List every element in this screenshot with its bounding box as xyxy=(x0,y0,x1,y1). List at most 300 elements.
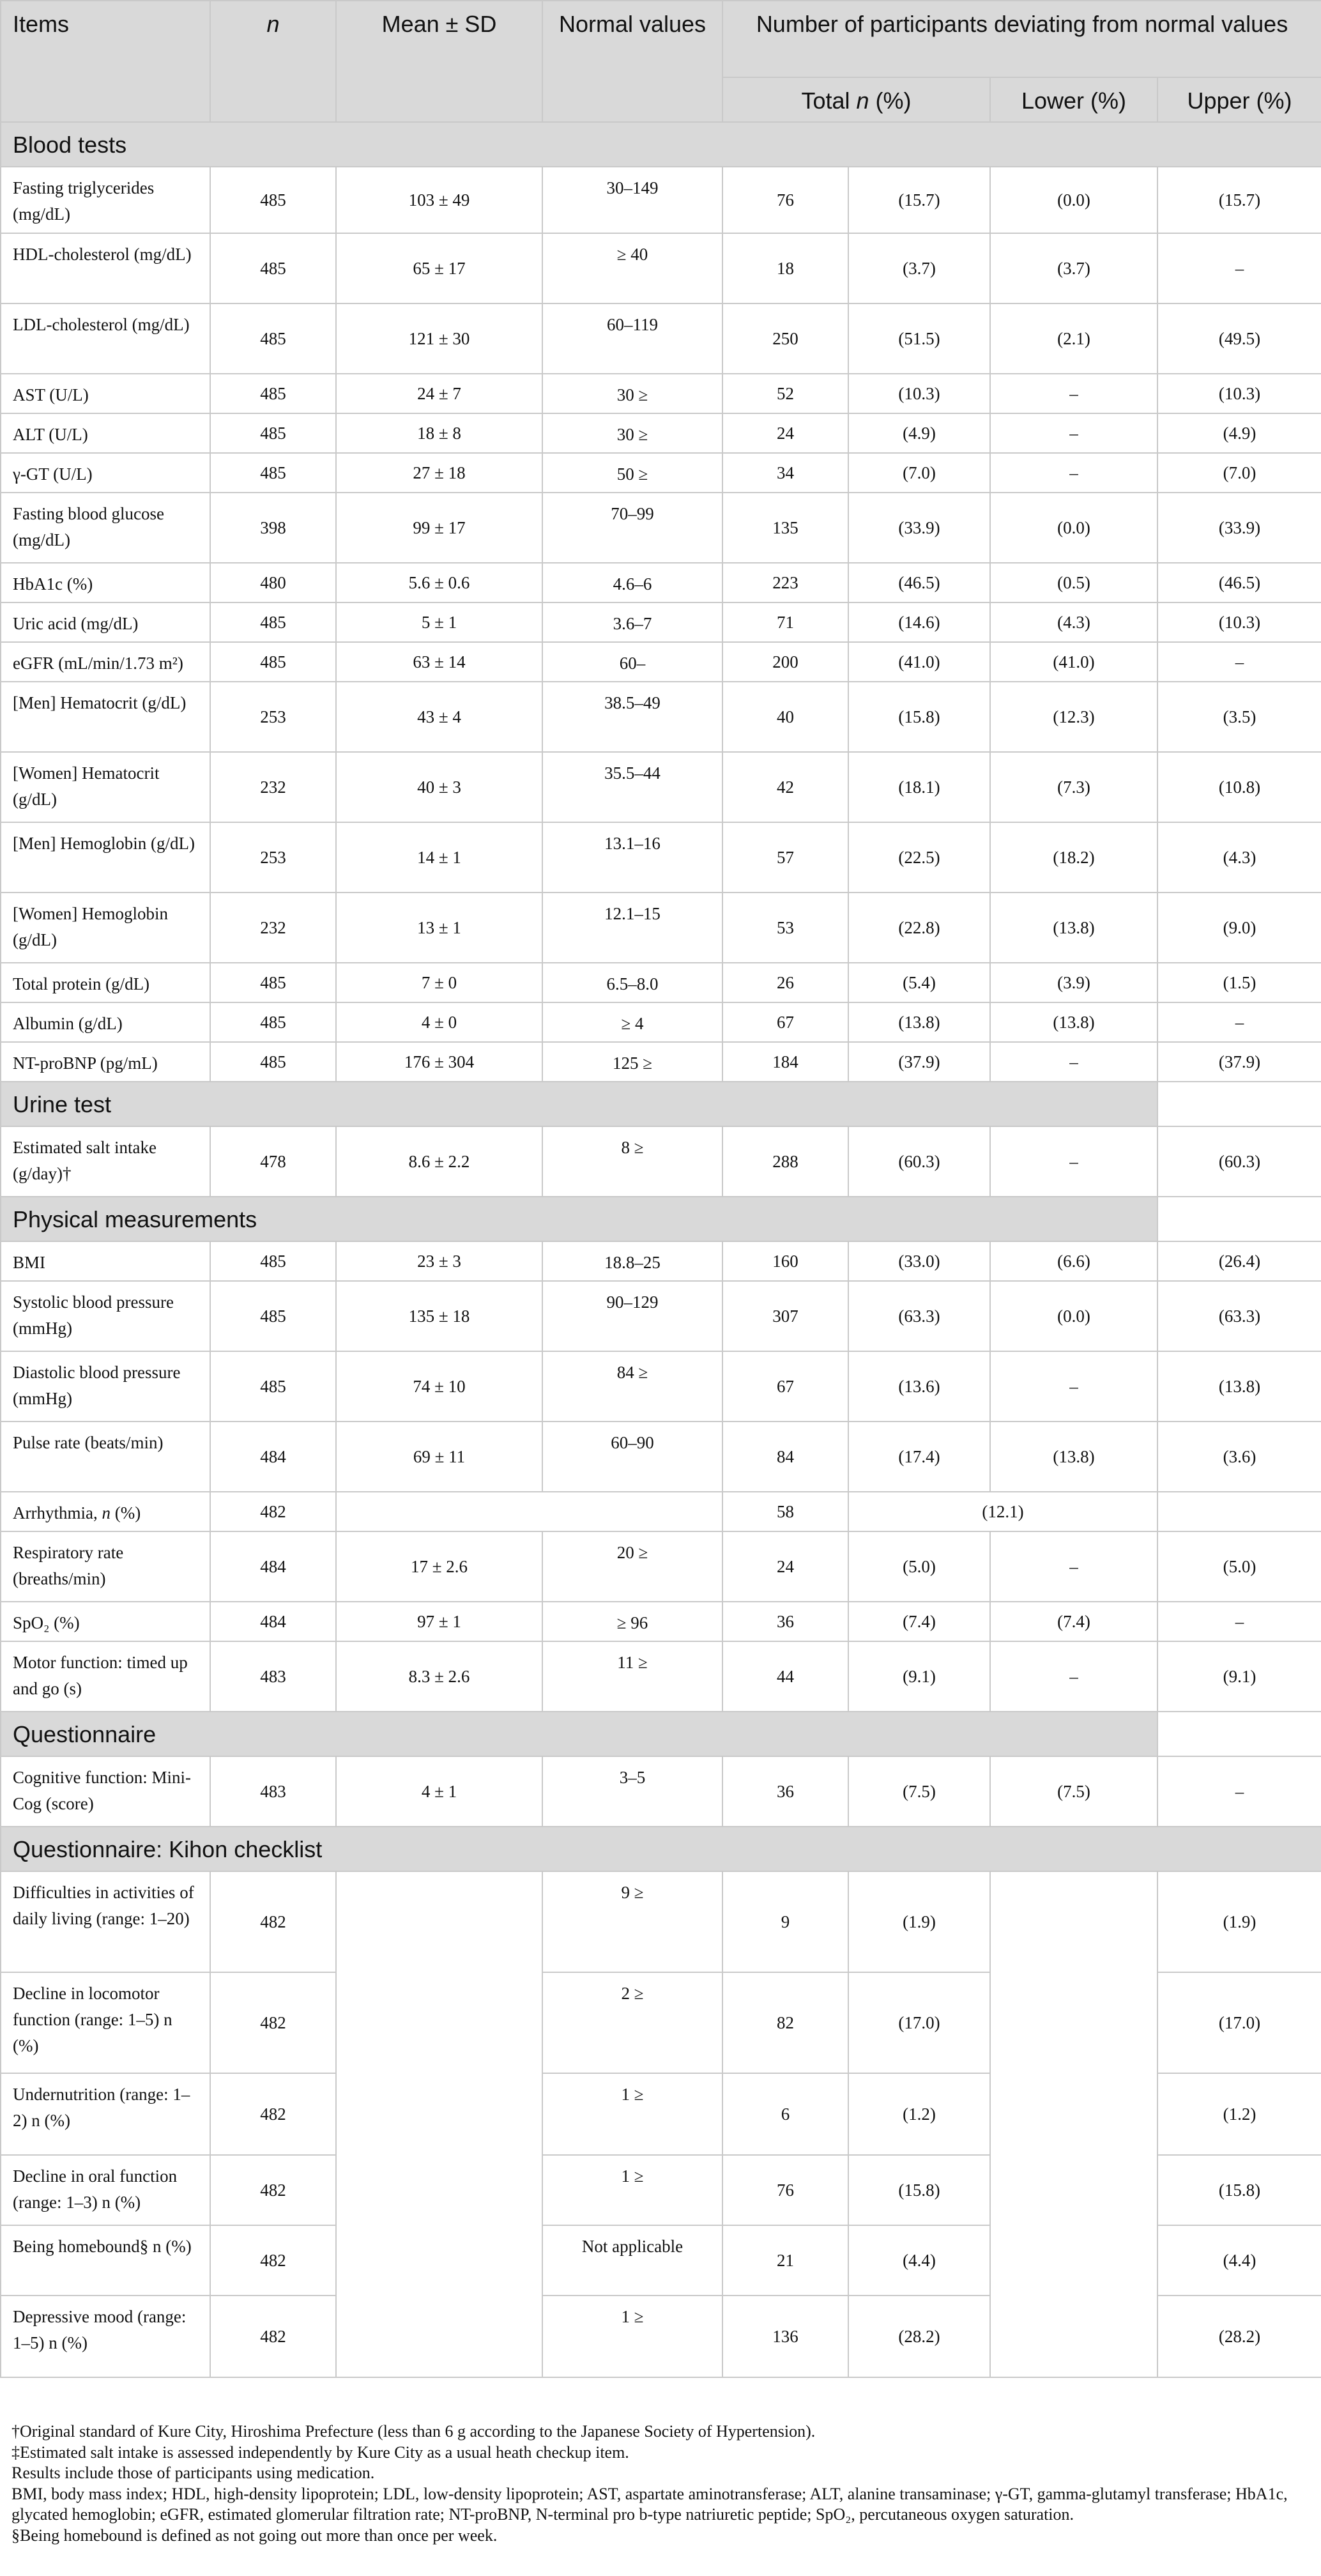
normal-value: 1 ≥ xyxy=(542,2073,722,2155)
lower-pct-value: (7.3) xyxy=(990,752,1157,822)
total-n-value: 36 xyxy=(722,1756,848,1827)
n-value: 398 xyxy=(210,493,336,563)
normal-value: 1 ≥ xyxy=(542,2155,722,2225)
upper-pct-value: (26.4) xyxy=(1157,1241,1321,1281)
lower-pct-value: – xyxy=(990,1531,1157,1602)
footnote: ‡Estimated salt intake is assessed independently by Kure City as a usual heath checkup item. xyxy=(11,2442,629,2462)
normal-value: 20 ≥ xyxy=(542,1531,722,1602)
mean-sd-value: 14 ± 1 xyxy=(336,822,542,893)
normal-value: 70–99 xyxy=(542,493,722,563)
total-pct-value: (1.2) xyxy=(848,2073,990,2155)
total-pct-value: (22.8) xyxy=(848,893,990,963)
upper-pct-value: (17.0) xyxy=(1157,1972,1321,2073)
n-value: 480 xyxy=(210,563,336,602)
lower-pct-value: (6.6) xyxy=(990,1241,1157,1281)
upper-pct-value: – xyxy=(1157,642,1321,682)
lower-pct-value: – xyxy=(990,413,1157,453)
upper-pct-value: – xyxy=(1157,233,1321,303)
footnote: Results include those of participants using medication. xyxy=(11,2464,375,2482)
total-pct-value: (13.6) xyxy=(848,1351,990,1422)
lower-pct-value: (13.8) xyxy=(990,893,1157,963)
section-urine-test-upper-blank xyxy=(1157,1082,1321,1126)
n-value: 485 xyxy=(210,1042,336,1082)
total-n-value: 76 xyxy=(722,2155,848,2225)
mean-sd-value: 8.3 ± 2.6 xyxy=(336,1641,542,1712)
total-pct-value: (10.3) xyxy=(848,374,990,413)
table-row xyxy=(1,374,1321,413)
upper-pct-value: (60.3) xyxy=(1157,1126,1321,1197)
item-label: Undernutrition (range: 1–2) n (%) xyxy=(1,2073,210,2155)
table-row xyxy=(1,682,1321,752)
total-n-value: 9 xyxy=(722,1871,848,1972)
total-n-value: 288 xyxy=(722,1126,848,1197)
total-n-value: 82 xyxy=(722,1972,848,2073)
total-n-value: 36 xyxy=(722,1602,848,1641)
normal-value: 18.8–25 xyxy=(542,1241,722,1281)
item-label: [Men] Hematocrit (g/dL) xyxy=(1,682,210,752)
table-row xyxy=(1,453,1321,493)
item-label: [Women] Hemoglobin (g/dL) xyxy=(1,893,210,963)
upper-pct-value: (28.2) xyxy=(1157,2296,1321,2377)
total-pct-value: (4.9) xyxy=(848,413,990,453)
lower-pct-value: (0.0) xyxy=(990,493,1157,563)
n-value: 482 xyxy=(210,2296,336,2377)
header-total-n: n xyxy=(856,88,869,114)
total-n-value: 135 xyxy=(722,493,848,563)
total-pct-value: (7.0) xyxy=(848,453,990,493)
total-n-value: 84 xyxy=(722,1422,848,1492)
total-pct-value: (63.3) xyxy=(848,1281,990,1351)
normal-value: 3–5 xyxy=(542,1756,722,1827)
total-n-value: 184 xyxy=(722,1042,848,1082)
total-pct-value: (3.7) xyxy=(848,233,990,303)
item-label: Systolic blood pressure (mmHg) xyxy=(1,1281,210,1351)
item-label: [Men] Hemoglobin (g/dL) xyxy=(1,822,210,893)
total-n-value: 52 xyxy=(722,374,848,413)
upper-pct-value: (1.2) xyxy=(1157,2073,1321,2155)
mean-sd-value: 99 ± 17 xyxy=(336,493,542,563)
section-urine-test-label: Urine test xyxy=(1,1082,1157,1126)
mean-sd-value: 4 ± 0 xyxy=(336,1002,542,1042)
lower-pct-value: (13.8) xyxy=(990,1002,1157,1042)
header-normal-values: Normal values xyxy=(542,1,722,122)
upper-pct-value: (4.9) xyxy=(1157,413,1321,453)
item-label: Pulse rate (beats/min) xyxy=(1,1422,210,1492)
lower-pct-value: (13.8) xyxy=(990,1422,1157,1492)
section-kihon-checklist-label: Questionnaire: Kihon checklist xyxy=(1,1827,1321,1871)
n-value: 253 xyxy=(210,682,336,752)
total-pct-value: (7.4) xyxy=(848,1602,990,1641)
header-total-post: (%) xyxy=(869,88,912,114)
header-total-pre: Total xyxy=(801,88,857,114)
upper-pct-value: (15.7) xyxy=(1157,167,1321,233)
table-row xyxy=(1,963,1321,1002)
normal-value: 6.5–8.0 xyxy=(542,963,722,1002)
total-n-value: 67 xyxy=(722,1002,848,1042)
total-n-value: 76 xyxy=(722,167,848,233)
upper-pct-value: – xyxy=(1157,1756,1321,1827)
lower-pct-value: – xyxy=(990,453,1157,493)
n-value: 485 xyxy=(210,374,336,413)
arrhythmia-label-pre: Arrhythmia, xyxy=(13,1503,102,1522)
item-label: Respiratory rate (breaths/min) xyxy=(1,1531,210,1602)
normal-value: 12.1–15 xyxy=(542,893,722,963)
upper-pct-value: (13.8) xyxy=(1157,1351,1321,1422)
normal-value: 30 ≥ xyxy=(542,374,722,413)
total-pct-value: (15.8) xyxy=(848,682,990,752)
total-pct-value: (4.4) xyxy=(848,2225,990,2296)
total-n-value: 24 xyxy=(722,413,848,453)
n-value: 483 xyxy=(210,1641,336,1712)
total-pct-value: (9.1) xyxy=(848,1641,990,1712)
lower-empty xyxy=(990,1871,1157,2377)
total-n-value: 21 xyxy=(722,2225,848,2296)
header-n: n xyxy=(210,1,336,122)
total-n-value: 18 xyxy=(722,233,848,303)
normal-value: 2 ≥ xyxy=(542,1972,722,2073)
mean-sd-value: 7 ± 0 xyxy=(336,963,542,1002)
mean-sd-value: 13 ± 1 xyxy=(336,893,542,963)
lower-pct-value: (7.4) xyxy=(990,1602,1157,1641)
lower-pct-value: (0.0) xyxy=(990,1281,1157,1351)
n-value: 482 xyxy=(210,1972,336,2073)
lower-pct-value: (0.0) xyxy=(990,167,1157,233)
section-physical-measurements-label: Physical measurements xyxy=(1,1197,1157,1241)
item-label: NT-proBNP (pg/mL) xyxy=(1,1042,210,1082)
footnote: BMI, body mass index; HDL, high-density lipoprotein; LDL, low-density lipoprotein; AST, aspartate aminotransferase; ALT, alanine transaminase; γ-GT, gamma-glutamyl transferase; HbA1c, glycated hemoglobin; eGFR, estimated glomerular filtration rate; NT-proBNP, N-terminal pro b-type natriuretic peptide; SpO₂, percutaneous oxygen saturation. xyxy=(11,2484,1288,2524)
total-pct-value: (33.9) xyxy=(848,493,990,563)
total-pct-value: (37.9) xyxy=(848,1042,990,1082)
table-row xyxy=(1,822,1321,893)
item-label: LDL-cholesterol (mg/dL) xyxy=(1,303,210,374)
upper-pct-value: – xyxy=(1157,1002,1321,1042)
table-row xyxy=(1,1042,1321,1082)
total-n-value: 6 xyxy=(722,2073,848,2155)
upper-pct-value: (10.3) xyxy=(1157,374,1321,413)
n-value: 485 xyxy=(210,167,336,233)
total-n-value: 34 xyxy=(722,453,848,493)
n-value: 484 xyxy=(210,1531,336,1602)
header-upper: Upper (%) xyxy=(1157,77,1321,122)
normal-value: 84 ≥ xyxy=(542,1351,722,1422)
total-n-value: 250 xyxy=(722,303,848,374)
mean-sd-value: 24 ± 7 xyxy=(336,374,542,413)
lower-pct-value: (12.3) xyxy=(990,682,1157,752)
lower-pct-value: (4.3) xyxy=(990,602,1157,642)
mean-sd-empty xyxy=(336,1871,542,2377)
total-n-value: 53 xyxy=(722,893,848,963)
total-n-value: 58 xyxy=(722,1492,848,1531)
normal-value: 11 ≥ xyxy=(542,1641,722,1712)
item-label: Estimated salt intake (g/day)† xyxy=(1,1126,210,1197)
mean-sd-value: 74 ± 10 xyxy=(336,1351,542,1422)
total-n-value: 71 xyxy=(722,602,848,642)
total-pct-value: (1.9) xyxy=(848,1871,990,1972)
n-value: 485 xyxy=(210,1241,336,1281)
item-label: AST (U/L) xyxy=(1,374,210,413)
mean-sd-value: 97 ± 1 xyxy=(336,1602,542,1641)
upper-pct-value: (3.5) xyxy=(1157,682,1321,752)
section-urine-test xyxy=(1,1082,1321,1126)
item-label: ALT (U/L) xyxy=(1,413,210,453)
mean-sd-value: 43 ± 4 xyxy=(336,682,542,752)
total-n-value: 40 xyxy=(722,682,848,752)
mean-sd-value: 17 ± 2.6 xyxy=(336,1531,542,1602)
section-blood-tests xyxy=(1,122,1321,167)
item-label: HDL-cholesterol (mg/dL) xyxy=(1,233,210,303)
n-value: 485 xyxy=(210,233,336,303)
table-row xyxy=(1,642,1321,682)
lower-pct-value: (3.7) xyxy=(990,233,1157,303)
total-pct-value: (28.2) xyxy=(848,2296,990,2377)
lower-pct-value: (2.1) xyxy=(990,303,1157,374)
upper-pct-value: (9.0) xyxy=(1157,893,1321,963)
upper-pct-value: (49.5) xyxy=(1157,303,1321,374)
total-pct-value: (7.5) xyxy=(848,1756,990,1827)
mean-sd-value: 5.6 ± 0.6 xyxy=(336,563,542,602)
table-row xyxy=(1,1281,1321,1351)
total-pct-value: (60.3) xyxy=(848,1126,990,1197)
table-row xyxy=(1,1351,1321,1422)
arrhythmia-label-n: n xyxy=(102,1503,111,1522)
total-pct-value: (46.5) xyxy=(848,563,990,602)
total-pct-value: (17.4) xyxy=(848,1422,990,1492)
item-label: Being homebound§ n (%) xyxy=(1,2225,210,2296)
item-label: BMI xyxy=(1,1241,210,1281)
item-label: Uric acid (mg/dL) xyxy=(1,602,210,642)
table-row xyxy=(1,1531,1321,1602)
lower-pct-value: (3.9) xyxy=(990,963,1157,1002)
lower-pct-value: – xyxy=(990,1126,1157,1197)
total-n-value: 44 xyxy=(722,1641,848,1712)
n-value: 483 xyxy=(210,1756,336,1827)
n-value: 485 xyxy=(210,642,336,682)
lower-pct-value: – xyxy=(990,1641,1157,1712)
table-row xyxy=(1,752,1321,822)
mean-normal-empty xyxy=(336,1492,722,1531)
lower-pct-value: – xyxy=(990,374,1157,413)
item-label: HbA1c (%) xyxy=(1,563,210,602)
normal-value: 60–119 xyxy=(542,303,722,374)
lower-pct-value: (18.2) xyxy=(990,822,1157,893)
item-label: Depressive mood (range: 1–5) n (%) xyxy=(1,2296,210,2377)
n-value: 485 xyxy=(210,413,336,453)
upper-pct-value: (37.9) xyxy=(1157,1042,1321,1082)
mean-sd-value: 5 ± 1 xyxy=(336,602,542,642)
item-label: Decline in oral function (range: 1–3) n (%) xyxy=(1,2155,210,2225)
table-header xyxy=(1,1,1321,122)
item-label: SpO₂ (%) xyxy=(1,1602,210,1641)
table-body xyxy=(1,122,1321,2377)
upper-pct-value: (3.6) xyxy=(1157,1422,1321,1492)
n-value: 482 xyxy=(210,2073,336,2155)
item-label: [Women] Hematocrit (g/dL) xyxy=(1,752,210,822)
normal-value: 8 ≥ xyxy=(542,1126,722,1197)
mean-sd-value: 23 ± 3 xyxy=(336,1241,542,1281)
total-pct-value: (14.6) xyxy=(848,602,990,642)
mean-sd-value: 121 ± 30 xyxy=(336,303,542,374)
total-pct-value: (17.0) xyxy=(848,1972,990,2073)
mean-sd-value: 27 ± 18 xyxy=(336,453,542,493)
upper-pct-value: (63.3) xyxy=(1157,1281,1321,1351)
normal-value: 30–149 xyxy=(542,167,722,233)
section-blood-tests-label: Blood tests xyxy=(1,122,1321,167)
table-row xyxy=(1,1602,1321,1641)
normal-value: 60– xyxy=(542,642,722,682)
upper-pct-value: (1.5) xyxy=(1157,963,1321,1002)
mean-sd-value: 8.6 ± 2.2 xyxy=(336,1126,542,1197)
n-value: 478 xyxy=(210,1126,336,1197)
upper-pct-value: (4.3) xyxy=(1157,822,1321,893)
table-row xyxy=(1,1871,1321,1972)
header-mean-sd: Mean ± SD xyxy=(336,1,542,122)
footnote: †Original standard of Kure City, Hiroshima Prefecture (less than 6 g according to the Japanese Society of Hypertension). xyxy=(11,2422,816,2441)
mean-sd-value: 65 ± 17 xyxy=(336,233,542,303)
total-pct-value: (5.4) xyxy=(848,963,990,1002)
n-value: 485 xyxy=(210,453,336,493)
mean-sd-value: 63 ± 14 xyxy=(336,642,542,682)
header-items: Items xyxy=(1,1,210,122)
n-value: 482 xyxy=(210,2155,336,2225)
total-n-value: 223 xyxy=(722,563,848,602)
total-pct-value: (18.1) xyxy=(848,752,990,822)
item-label: Motor function: timed up and go (s) xyxy=(1,1641,210,1712)
header-deviating: Number of participants deviating from normal values xyxy=(722,1,1321,77)
upper-pct-value: (1.9) xyxy=(1157,1871,1321,1972)
arrhythmia-label-post: (%) xyxy=(110,1503,141,1522)
n-value: 253 xyxy=(210,822,336,893)
table-row-arrhythmia xyxy=(1,1492,1321,1531)
upper-pct-value: (9.1) xyxy=(1157,1641,1321,1712)
total-n-value: 160 xyxy=(722,1241,848,1281)
table-row xyxy=(1,602,1321,642)
table-row xyxy=(1,893,1321,963)
table-row xyxy=(1,233,1321,303)
lower-pct-value: (7.5) xyxy=(990,1756,1157,1827)
normal-value: ≥ 96 xyxy=(542,1602,722,1641)
n-value: 485 xyxy=(210,1002,336,1042)
lower-pct-value: (0.5) xyxy=(990,563,1157,602)
section-kihon-checklist xyxy=(1,1827,1321,1871)
total-pct-value: (15.8) xyxy=(848,2155,990,2225)
normal-value: 3.6–7 xyxy=(542,602,722,642)
section-questionnaire xyxy=(1,1712,1321,1756)
normal-value: 125 ≥ xyxy=(542,1042,722,1082)
normal-value: 38.5–49 xyxy=(542,682,722,752)
mean-sd-value: 40 ± 3 xyxy=(336,752,542,822)
table-row xyxy=(1,1756,1321,1827)
n-value: 485 xyxy=(210,602,336,642)
upper-pct-value: (10.8) xyxy=(1157,752,1321,822)
n-value: 482 xyxy=(210,2225,336,2296)
mean-sd-value: 69 ± 11 xyxy=(336,1422,542,1492)
item-label: Decline in locomotor function (range: 1–5) n (%) xyxy=(1,1972,210,2073)
table-row xyxy=(1,167,1321,233)
n-value: 485 xyxy=(210,1351,336,1422)
table-row xyxy=(1,1002,1321,1042)
mean-sd-value: 176 ± 304 xyxy=(336,1042,542,1082)
normal-value: 60–90 xyxy=(542,1422,722,1492)
total-n-value: 67 xyxy=(722,1351,848,1422)
upper-pct-value: (15.8) xyxy=(1157,2155,1321,2225)
footnote: §Being homebound is defined as not going out more than once per week. xyxy=(11,2526,498,2545)
normal-value: 9 ≥ xyxy=(542,1871,722,1972)
upper-pct-value: (10.3) xyxy=(1157,602,1321,642)
lower-pct-value: – xyxy=(990,1351,1157,1422)
item-label xyxy=(1,1492,210,1531)
table-row xyxy=(1,563,1321,602)
normal-value: ≥ 40 xyxy=(542,233,722,303)
normal-value: 90–129 xyxy=(542,1281,722,1351)
total-pct-value: (13.8) xyxy=(848,1002,990,1042)
n-value: 232 xyxy=(210,752,336,822)
n-value: 484 xyxy=(210,1602,336,1641)
normal-value: 35.5–44 xyxy=(542,752,722,822)
total-pct-value: (22.5) xyxy=(848,822,990,893)
total-n-value: 26 xyxy=(722,963,848,1002)
n-value: 484 xyxy=(210,1422,336,1492)
n-value: 482 xyxy=(210,1871,336,1972)
n-value: 232 xyxy=(210,893,336,963)
normal-value: Not applicable xyxy=(542,2225,722,2296)
total-pct-value: (41.0) xyxy=(848,642,990,682)
n-value: 482 xyxy=(210,1492,336,1531)
item-label: Fasting triglycerides (mg/dL) xyxy=(1,167,210,233)
mean-sd-value: 18 ± 8 xyxy=(336,413,542,453)
normal-value: ≥ 4 xyxy=(542,1002,722,1042)
normal-value: 4.6–6 xyxy=(542,563,722,602)
header-lower: Lower (%) xyxy=(990,77,1157,122)
table-row xyxy=(1,1241,1321,1281)
section-questionnaire-label: Questionnaire xyxy=(1,1712,1157,1756)
item-label: Albumin (g/dL) xyxy=(1,1002,210,1042)
lower-pct-value: – xyxy=(990,1042,1157,1082)
total-n-value: 307 xyxy=(722,1281,848,1351)
normal-value: 1 ≥ xyxy=(542,2296,722,2377)
upper-pct-value: – xyxy=(1157,1602,1321,1641)
item-label: eGFR (mL/min/1.73 m²) xyxy=(1,642,210,682)
total-pct-value: (33.0) xyxy=(848,1241,990,1281)
upper-empty xyxy=(1157,1492,1321,1531)
normal-value: 13.1–16 xyxy=(542,822,722,893)
table-row xyxy=(1,413,1321,453)
upper-pct-value: (46.5) xyxy=(1157,563,1321,602)
item-label: Cognitive function: Mini-Cog (score) xyxy=(1,1756,210,1827)
arrhythmia-pct-value: (12.1) xyxy=(848,1492,1157,1531)
table-row xyxy=(1,493,1321,563)
normal-value: 30 ≥ xyxy=(542,413,722,453)
upper-pct-value: (4.4) xyxy=(1157,2225,1321,2296)
header-total xyxy=(722,77,990,122)
item-label: Difficulties in activities of daily living (range: 1–20) xyxy=(1,1871,210,1972)
lower-pct-value: (41.0) xyxy=(990,642,1157,682)
upper-pct-value: (7.0) xyxy=(1157,453,1321,493)
table-row xyxy=(1,1641,1321,1712)
normal-value: 50 ≥ xyxy=(542,453,722,493)
upper-pct-value: (33.9) xyxy=(1157,493,1321,563)
table-row xyxy=(1,1126,1321,1197)
total-n-value: 42 xyxy=(722,752,848,822)
item-label: Fasting blood glucose (mg/dL) xyxy=(1,493,210,563)
section-physical-measurements xyxy=(1,1197,1321,1241)
total-n-value: 24 xyxy=(722,1531,848,1602)
n-value: 485 xyxy=(210,303,336,374)
total-n-value: 57 xyxy=(722,822,848,893)
total-n-value: 200 xyxy=(722,642,848,682)
table-footnotes xyxy=(11,2421,1308,2546)
total-pct-value: (15.7) xyxy=(848,167,990,233)
mean-sd-value: 4 ± 1 xyxy=(336,1756,542,1827)
